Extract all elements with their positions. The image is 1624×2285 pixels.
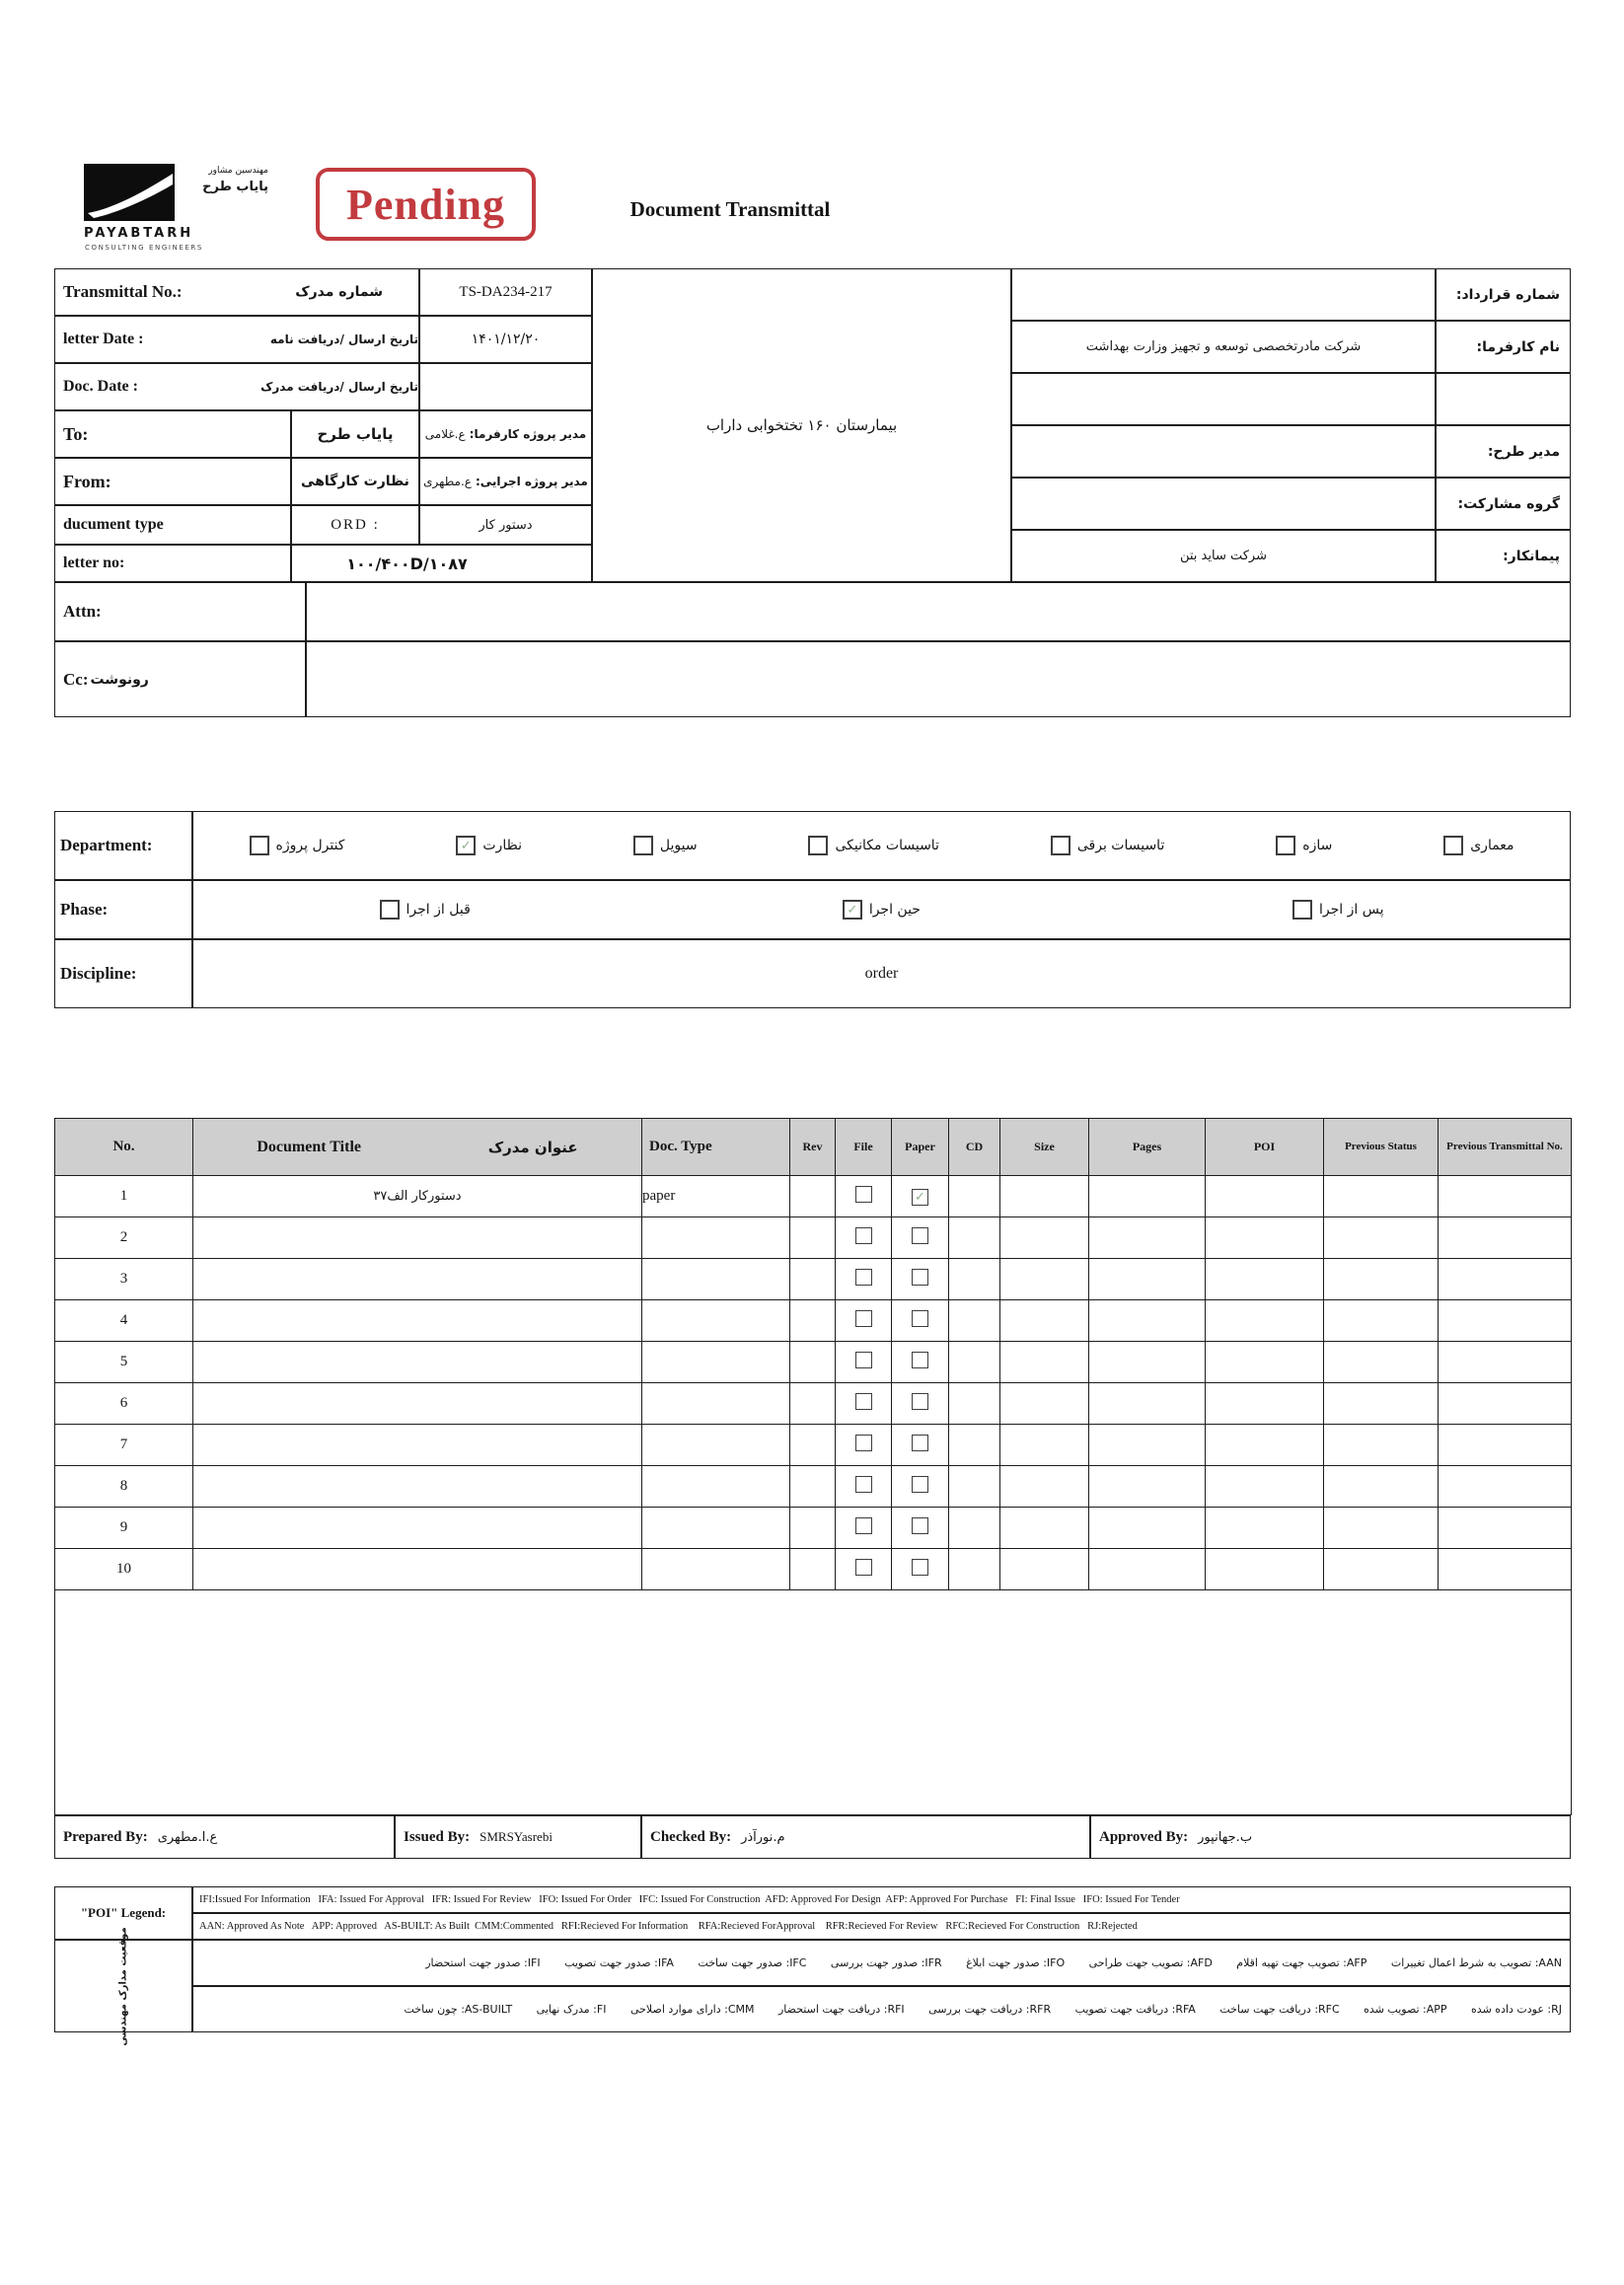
paper-checkbox[interactable]	[912, 1393, 928, 1410]
table-row	[55, 1259, 1572, 1300]
file-cell	[836, 1508, 892, 1549]
doc-date-label: Doc. Date :	[63, 378, 138, 395]
previous-transmittal-cell	[1439, 1342, 1572, 1383]
paper-cell	[892, 1466, 949, 1508]
checked-by-label: Checked By:	[650, 1828, 732, 1845]
table-row	[55, 1466, 1572, 1508]
file-cell	[836, 1217, 892, 1259]
pages-cell	[1089, 1549, 1206, 1590]
header-title-fa: عنوان مدرک	[487, 1138, 578, 1156]
header-poi: POI	[1206, 1119, 1324, 1176]
issued-by-label: Issued By:	[404, 1828, 471, 1845]
phase-label-cell	[54, 880, 192, 939]
engineering-docs-status-label	[54, 1926, 192, 2046]
rev-cell	[790, 1549, 836, 1590]
electrical-checkbox[interactable]	[1051, 836, 1070, 855]
mechanical-checkbox[interactable]	[808, 836, 828, 855]
document-type-code: ORD :	[291, 505, 419, 545]
size-cell	[1000, 1383, 1089, 1425]
prepared-by-value: ع.ا.مطهری	[157, 1829, 218, 1845]
partnership-group-label: گروه مشارکت:	[1436, 478, 1571, 530]
department-option-supervision	[456, 836, 522, 855]
client-pm-label: مدیر پروژه کارفرما:	[469, 427, 587, 441]
poi-cell	[1206, 1383, 1324, 1425]
client-pm-cell	[419, 410, 592, 458]
client-name-label: نام کارفرما:	[1436, 321, 1571, 373]
table-row	[55, 1342, 1572, 1383]
architecture-checkbox[interactable]	[1443, 836, 1463, 855]
logo-fa-line1: مهندسین مشاور	[208, 166, 268, 176]
previous-transmittal-cell	[1439, 1425, 1572, 1466]
header-paper: Paper	[892, 1119, 949, 1176]
file-checkbox[interactable]	[855, 1476, 872, 1493]
transmittal-no-value: TS-DA234-217	[419, 268, 592, 316]
department-option-label: نظارت	[482, 838, 522, 853]
poi-cell	[1206, 1508, 1324, 1549]
poi-cell	[1206, 1176, 1324, 1217]
file-checkbox[interactable]	[855, 1435, 872, 1451]
cc-label-fa: رونوشت	[90, 671, 149, 688]
executive-pm-label: مدیر پروژه اجرایی:	[475, 475, 588, 488]
executive-pm-value: ع.مطهری	[423, 475, 472, 488]
poi-cell	[1206, 1342, 1324, 1383]
row-number: 2	[55, 1217, 193, 1259]
previous-transmittal-cell	[1439, 1259, 1572, 1300]
row-number: 9	[55, 1508, 193, 1549]
doc-type-cell	[642, 1466, 790, 1508]
size-cell	[1000, 1508, 1089, 1549]
prepared-by-label: Prepared By:	[63, 1828, 148, 1845]
approved-by-label: Approved By:	[1099, 1828, 1189, 1845]
payabtarh-logo-mark	[84, 164, 175, 221]
table-row	[55, 1383, 1572, 1425]
cc-label: Cc:	[63, 669, 89, 689]
poi-cell	[1206, 1300, 1324, 1342]
size-cell	[1000, 1466, 1089, 1508]
paper-checkbox[interactable]	[912, 1517, 928, 1534]
to-value: پایاب طرح	[291, 410, 419, 458]
table-row	[55, 1217, 1572, 1259]
previous-transmittal-cell	[1439, 1383, 1572, 1425]
rev-cell	[790, 1300, 836, 1342]
doc-type-cell	[642, 1549, 790, 1590]
doc-type-cell	[642, 1425, 790, 1466]
phase-option-label: حین اجرا	[868, 902, 921, 918]
header-doc-type: Doc. Type	[642, 1119, 790, 1176]
paper-cell	[892, 1176, 949, 1217]
poi-legend-fa-row1: AAN: تصویب به شرط اعمال تغییرات AFP: تصویب جهت تهیه اقلام AFD: تصویب جهت طراحی IFO: صدور جهت ابلاغ IFR: صدور جهت بررسی IFC: صدور جهت ساخت IFA: صدور جهت تصویب IFI: صدور جهت استحضار	[192, 1940, 1571, 1986]
checked-by-cell	[641, 1815, 1090, 1859]
document-list-table	[54, 1118, 1572, 1815]
size-cell	[1000, 1549, 1089, 1590]
file-cell	[836, 1176, 892, 1217]
file-cell	[836, 1383, 892, 1425]
cd-cell	[949, 1342, 1000, 1383]
previous-status-cell	[1324, 1425, 1439, 1466]
poi-legend-fa-row2: RJ: عودت داده شده APP: تصویب شده RFC: دریافت جهت ساخت RFA: دریافت جهت تصویب RFR: دریافت جهت بررسی RFI: دریافت جهت استحضار CMM: دارای موارد اصلاحی FI: مدرک نهایی AS-BUILT: چون ساخت	[192, 1986, 1571, 2032]
table-row	[55, 1549, 1572, 1590]
paper-cell	[892, 1383, 949, 1425]
to-label-cell	[54, 410, 291, 458]
letter-no-value: ۱۰۰/۴۰۰D/۱۰۸۷	[291, 545, 592, 582]
size-cell	[1000, 1176, 1089, 1217]
document-type-value: دستور کار	[419, 505, 592, 545]
file-checkbox[interactable]	[855, 1517, 872, 1534]
previous-transmittal-cell	[1439, 1217, 1572, 1259]
paper-cell	[892, 1425, 949, 1466]
before-execution-checkbox[interactable]	[380, 900, 400, 920]
header-size: Size	[1000, 1119, 1089, 1176]
doc-type-cell	[642, 1508, 790, 1549]
company-logo	[84, 164, 175, 226]
client-name-value: شرکت مادرتخصصی توسعه و تجهیز وزارت بهداشت	[1011, 321, 1436, 373]
row-number: 5	[55, 1342, 193, 1383]
document-title-cell	[193, 1259, 642, 1300]
table-row	[55, 1508, 1572, 1549]
contract-no-label: شماره قرارداد:	[1436, 268, 1571, 321]
previous-status-cell	[1324, 1259, 1439, 1300]
header-file: File	[836, 1119, 892, 1176]
paper-checkbox[interactable]	[912, 1559, 928, 1576]
header-document-title	[193, 1119, 642, 1176]
to-label: To:	[63, 423, 89, 444]
rev-cell	[790, 1383, 836, 1425]
phase-option-before	[380, 900, 471, 920]
empty-right-cell	[1011, 373, 1436, 425]
rev-cell	[790, 1259, 836, 1300]
poi-cell	[1206, 1217, 1324, 1259]
previous-status-cell	[1324, 1176, 1439, 1217]
paper-checkbox[interactable]	[912, 1352, 928, 1368]
transmittal-no-label-cell	[54, 268, 419, 316]
empty-table-tail	[55, 1590, 1572, 1815]
paper-checkbox[interactable]	[912, 1269, 928, 1286]
paper-checkbox[interactable]	[912, 1310, 928, 1327]
department-option-label: تاسیسات برقی	[1076, 838, 1165, 853]
file-checkbox[interactable]	[855, 1269, 872, 1286]
document-type-label: ducument type	[63, 516, 164, 533]
file-cell	[836, 1300, 892, 1342]
document-type-label-cell	[54, 505, 291, 545]
cd-cell	[949, 1217, 1000, 1259]
approved-by-value: ب.جهانپور	[1198, 1829, 1253, 1845]
pending-stamp: Pending	[316, 168, 536, 241]
paper-checkbox[interactable]: ✓	[912, 1189, 928, 1206]
pages-cell	[1089, 1425, 1206, 1466]
department-option-mechanical	[808, 836, 939, 855]
doc-type-cell	[642, 1383, 790, 1425]
discipline-label-cell	[54, 939, 192, 1008]
prepared-by-cell	[54, 1815, 395, 1859]
document-title-cell	[193, 1425, 642, 1466]
paper-cell	[892, 1508, 949, 1549]
department-options-row	[192, 811, 1571, 880]
phase-options-row	[192, 880, 1571, 939]
row-number: 6	[55, 1383, 193, 1425]
row-number: 3	[55, 1259, 193, 1300]
rev-cell	[790, 1176, 836, 1217]
rev-cell	[790, 1425, 836, 1466]
civil-checkbox[interactable]	[633, 836, 653, 855]
row-number: 10	[55, 1549, 193, 1590]
cc-label-cell	[54, 641, 306, 717]
previous-transmittal-cell	[1439, 1549, 1572, 1590]
logo-fa-line2: پایاب طرح	[202, 180, 268, 194]
paper-cell	[892, 1217, 949, 1259]
previous-status-cell	[1324, 1383, 1439, 1425]
department-option-architecture	[1443, 836, 1513, 855]
from-label: From:	[63, 471, 111, 491]
doc-type-cell	[642, 1217, 790, 1259]
previous-transmittal-cell	[1439, 1300, 1572, 1342]
document-title-cell	[193, 1300, 642, 1342]
document-title-cell: دستورکار الف۳۷	[193, 1176, 642, 1217]
paper-cell	[892, 1300, 949, 1342]
pages-cell	[1089, 1508, 1206, 1549]
rev-cell	[790, 1342, 836, 1383]
after-execution-checkbox[interactable]	[1292, 900, 1312, 920]
document-title-cell	[193, 1549, 642, 1590]
department-option-project-control	[250, 836, 345, 855]
table-row	[55, 1425, 1572, 1466]
paper-checkbox[interactable]	[912, 1227, 928, 1244]
from-label-cell	[54, 458, 291, 505]
size-cell	[1000, 1259, 1089, 1300]
row-number: 7	[55, 1425, 193, 1466]
issued-by-cell	[395, 1815, 641, 1859]
poi-cell	[1206, 1466, 1324, 1508]
approved-by-cell	[1090, 1815, 1571, 1859]
cd-cell	[949, 1176, 1000, 1217]
previous-transmittal-cell	[1439, 1508, 1572, 1549]
poi-cell	[1206, 1549, 1324, 1590]
department-option-label: سیویل	[659, 838, 698, 853]
letter-no-label: letter no:	[63, 554, 125, 571]
discipline-value: order	[192, 939, 1571, 1008]
previous-status-cell	[1324, 1549, 1439, 1590]
discipline-label: Discipline:	[60, 964, 137, 983]
document-title-cell	[193, 1342, 642, 1383]
pages-cell	[1089, 1300, 1206, 1342]
cd-cell	[949, 1383, 1000, 1425]
rev-cell	[790, 1466, 836, 1508]
project-control-checkbox[interactable]	[250, 836, 269, 855]
size-cell	[1000, 1300, 1089, 1342]
pages-cell	[1089, 1259, 1206, 1300]
from-value: نظارت کارگاهی	[291, 458, 419, 505]
paper-checkbox[interactable]	[912, 1476, 928, 1493]
transmittal-no-label: Transmittal No.:	[63, 282, 183, 301]
table-row	[55, 1176, 1572, 1217]
file-cell	[836, 1259, 892, 1300]
pages-cell	[1089, 1176, 1206, 1217]
paper-checkbox[interactable]	[912, 1435, 928, 1451]
previous-status-cell	[1324, 1217, 1439, 1259]
doc-type-cell	[642, 1300, 790, 1342]
cc-value-cell	[306, 641, 1571, 717]
paper-cell	[892, 1259, 949, 1300]
poi-cell	[1206, 1259, 1324, 1300]
cd-cell	[949, 1466, 1000, 1508]
pages-cell	[1089, 1383, 1206, 1425]
size-cell	[1000, 1217, 1089, 1259]
doc-date-label-fa: تاریخ ارسال /دریافت مدرک	[260, 380, 418, 394]
file-checkbox[interactable]	[855, 1227, 872, 1244]
header-pages: Pages	[1089, 1119, 1206, 1176]
transmittal-no-label-fa: شماره مدرک	[295, 284, 383, 300]
attn-value-cell	[306, 582, 1571, 641]
during-execution-checkbox[interactable]: ✓	[843, 900, 862, 920]
previous-status-cell	[1324, 1300, 1439, 1342]
file-checkbox[interactable]	[855, 1393, 872, 1410]
rev-cell	[790, 1217, 836, 1259]
row-number: 1	[55, 1176, 193, 1217]
engineering-docs-status-text: موقعیت مدارک مهندسی	[117, 1926, 129, 2046]
cd-cell	[949, 1300, 1000, 1342]
department-label-cell	[54, 811, 192, 880]
cd-cell	[949, 1508, 1000, 1549]
paper-cell	[892, 1549, 949, 1590]
department-option-civil	[633, 836, 698, 855]
cd-cell	[949, 1549, 1000, 1590]
structure-checkbox[interactable]	[1276, 836, 1295, 855]
previous-status-cell	[1324, 1342, 1439, 1383]
empty-right-label	[1436, 373, 1571, 425]
phase-option-after	[1292, 900, 1383, 920]
file-checkbox[interactable]	[855, 1186, 872, 1203]
department-option-electrical	[1051, 836, 1164, 855]
previous-transmittal-cell	[1439, 1176, 1572, 1217]
row-number: 8	[55, 1466, 193, 1508]
phase-option-label: پس از اجرا	[1319, 902, 1384, 918]
issued-by-value: SMRSYasrebi	[480, 1829, 553, 1844]
document-title-cell	[193, 1466, 642, 1508]
department-option-label: کنترل پروژه	[275, 838, 345, 853]
checked-by-value: م.نورآذر	[741, 1829, 785, 1845]
size-cell	[1000, 1425, 1089, 1466]
department-option-label: سازه	[1302, 838, 1333, 853]
letter-date-value: ۱۴۰۱/۱۲/۲۰	[419, 316, 592, 363]
project-name-cell: بیمارستان ۱۶۰ تختخوابی داراب	[592, 268, 1011, 582]
file-cell	[836, 1425, 892, 1466]
file-checkbox[interactable]	[855, 1559, 872, 1576]
logo-brand-subtext: CONSULTING ENGINEERS	[85, 244, 203, 252]
letter-date-label-fa: تاریخ ارسال /دریافت نامه	[269, 332, 418, 346]
header-title-en: Document Title	[257, 1138, 361, 1155]
project-director-value	[1011, 425, 1436, 478]
contract-no-value	[1011, 268, 1436, 321]
cd-cell	[949, 1259, 1000, 1300]
doc-type-cell: paper	[642, 1176, 790, 1217]
size-cell	[1000, 1342, 1089, 1383]
poi-legend-en-row2: AAN: Approved As Note APP: Approved AS-BUILT: As Built CMM:Commented RFI:Recieved For Information RFA:Recieved ForApproval RFR:Recieved For Review RFC:Recieved For Construction RJ:Rejected	[192, 1913, 1571, 1940]
file-cell	[836, 1549, 892, 1590]
file-checkbox[interactable]	[855, 1310, 872, 1327]
file-checkbox[interactable]	[855, 1352, 872, 1368]
pages-cell	[1089, 1466, 1206, 1508]
client-pm-value: ع.غلامی	[424, 427, 466, 441]
attn-label-cell	[54, 582, 306, 641]
header-no: No.	[55, 1119, 193, 1176]
doc-type-cell	[642, 1259, 790, 1300]
phase-option-label: قبل از اجرا	[406, 902, 471, 918]
row-number: 4	[55, 1300, 193, 1342]
header-rev: Rev	[790, 1119, 836, 1176]
file-cell	[836, 1466, 892, 1508]
document-title-cell	[193, 1383, 642, 1425]
attn-label: Attn:	[63, 602, 102, 621]
rev-cell	[790, 1508, 836, 1549]
doc-type-cell	[642, 1342, 790, 1383]
previous-status-cell	[1324, 1466, 1439, 1508]
previous-transmittal-cell	[1439, 1466, 1572, 1508]
supervision-checkbox[interactable]: ✓	[456, 836, 476, 855]
phase-option-during	[843, 900, 921, 920]
poi-legend-en-row1: IFI:Issued For Information IFA: Issued For Approval IFR: Issued For Review IFO: Issued For Order IFC: Issued For Construction AFD: Approved For Design AFP: Approved For Purchase FI: Final Issue IFO: Issued For Tender	[192, 1886, 1571, 1913]
letter-date-label: letter Date :	[63, 331, 144, 347]
previous-status-cell	[1324, 1508, 1439, 1549]
doc-date-value	[419, 363, 592, 410]
phase-label: Phase:	[60, 900, 109, 919]
logo-brand-text: PAYABTARH	[84, 226, 194, 241]
document-title-cell	[193, 1508, 642, 1549]
department-option-label: معماری	[1470, 838, 1514, 853]
project-director-label: مدیر طرح:	[1436, 425, 1571, 478]
department-option-label: تاسیسات مکانیکی	[835, 838, 939, 853]
department-label: Department:	[60, 836, 153, 854]
contractor-value: شرکت ساید بتن	[1011, 530, 1436, 582]
table-row	[55, 1300, 1572, 1342]
table-header-row	[55, 1119, 1572, 1176]
header-previous-status: Previous Status	[1324, 1119, 1439, 1176]
pages-cell	[1089, 1217, 1206, 1259]
header-cd: CD	[949, 1119, 1000, 1176]
doc-date-label-cell	[54, 363, 419, 410]
department-option-structure	[1276, 836, 1332, 855]
header-previous-transmittal: Previous Transmittal No.	[1439, 1119, 1572, 1176]
paper-cell	[892, 1342, 949, 1383]
poi-cell	[1206, 1425, 1324, 1466]
letter-date-label-cell	[54, 316, 419, 363]
document-title-cell	[193, 1217, 642, 1259]
executive-pm-cell	[419, 458, 592, 505]
contractor-label: پیمانکار:	[1436, 530, 1571, 582]
file-cell	[836, 1342, 892, 1383]
partnership-group-value	[1011, 478, 1436, 530]
letter-no-label-cell	[54, 545, 291, 582]
poi-legend-label: "POI" Legend:	[54, 1886, 192, 1940]
cd-cell	[949, 1425, 1000, 1466]
pages-cell	[1089, 1342, 1206, 1383]
form-title: Document Transmittal	[629, 197, 831, 221]
